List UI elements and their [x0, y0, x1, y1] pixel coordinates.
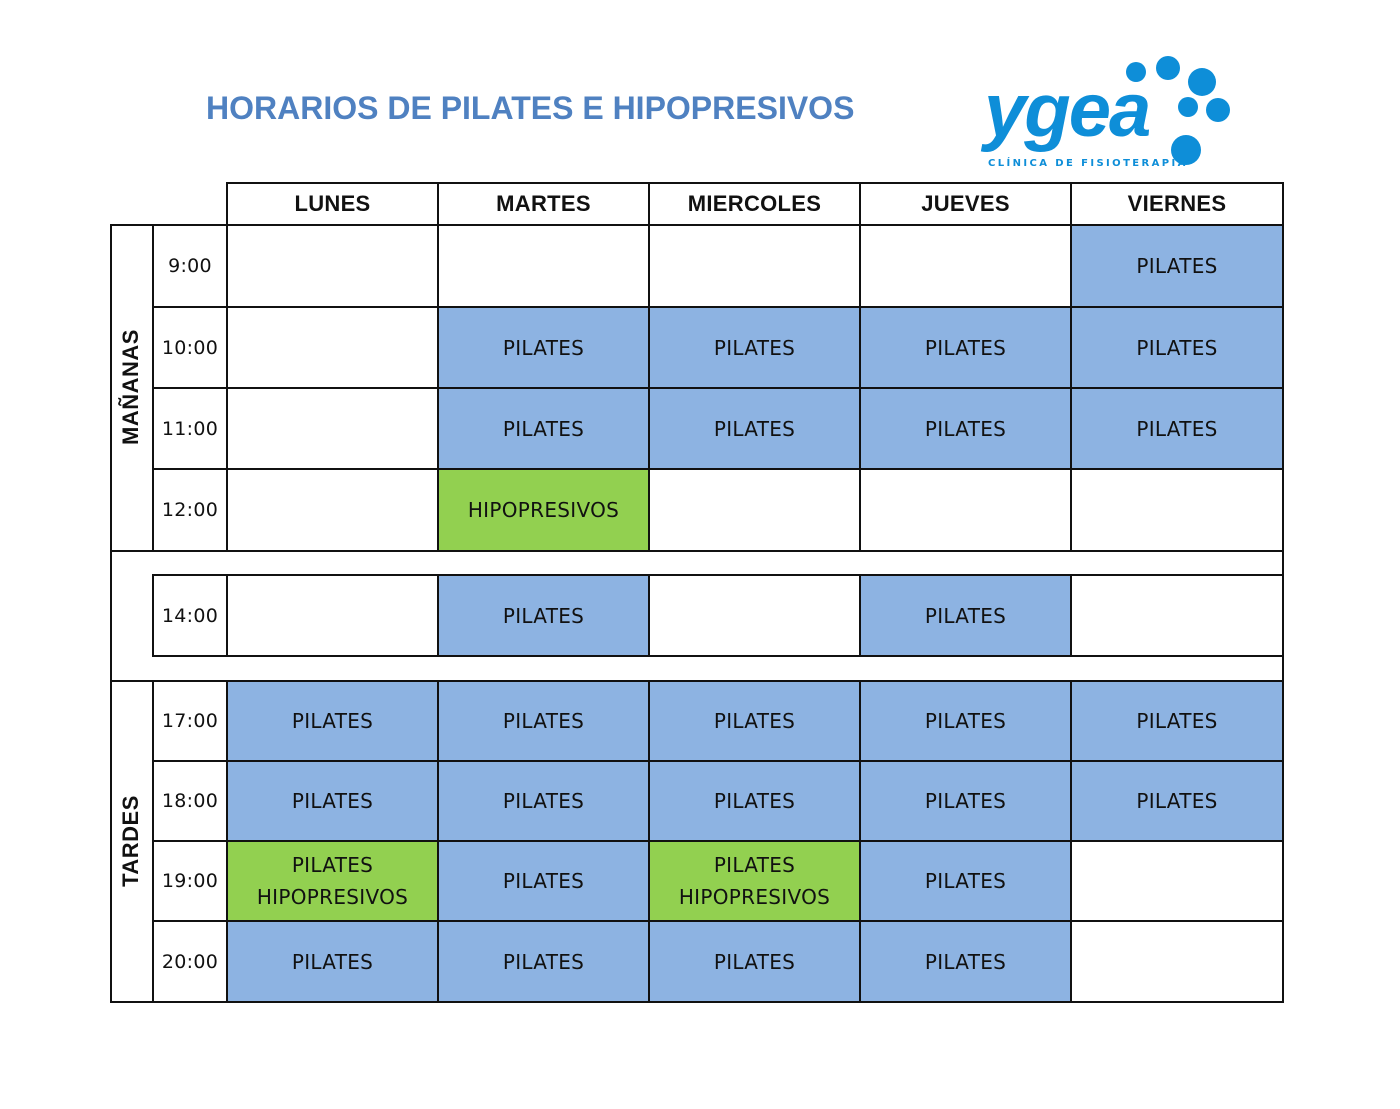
- page-title: HORARIOS DE PILATES E HIPOPRESIVOS: [206, 90, 855, 126]
- class-name-line: PILATES: [502, 789, 585, 813]
- class-slot: [859, 680, 1072, 762]
- class-name-line: PILATES: [1136, 254, 1218, 278]
- class-name: [925, 705, 1006, 737]
- class-name-line: PILATES: [291, 709, 374, 733]
- class-slot: [1070, 760, 1284, 842]
- class-slot: [859, 224, 1072, 308]
- day-header-0: LUNES: [226, 182, 439, 226]
- section-label-mananas: MAÑANAS: [118, 329, 143, 445]
- class-name: [925, 785, 1006, 817]
- class-slot: [437, 387, 650, 470]
- class-slot: [226, 224, 439, 308]
- class-name: [925, 600, 1006, 632]
- class-name-line: HIPOPRESIVOS: [467, 498, 620, 522]
- time-cell: 9:00: [152, 224, 228, 308]
- class-name-line: PILATES: [1136, 789, 1218, 813]
- class-name-line: PILATES: [924, 949, 1007, 974]
- class-slot: [1070, 574, 1284, 657]
- svg-text:ygea: ygea: [984, 68, 1150, 153]
- class-name: [503, 413, 584, 445]
- class-name: [714, 946, 795, 978]
- class-slot: [1070, 920, 1284, 1003]
- class-slot: [437, 306, 650, 389]
- class-slot: [226, 468, 439, 552]
- time-cell: 19:00: [152, 840, 228, 922]
- class-slot: [226, 574, 439, 657]
- class-name: [679, 849, 830, 913]
- class-name-line: PILATES: [924, 869, 1007, 893]
- class-name-line: PILATES: [924, 335, 1007, 360]
- class-name-line: PILATES: [713, 853, 796, 877]
- class-name: [503, 946, 584, 978]
- class-name-line: HIPOPRESIVOS: [256, 885, 409, 909]
- class-name: [714, 705, 795, 737]
- class-name-line: PILATES: [1136, 709, 1218, 733]
- class-name-line: PILATES: [713, 709, 796, 733]
- class-slot: [226, 306, 439, 389]
- class-name: [503, 705, 584, 737]
- class-slot: [859, 306, 1072, 389]
- class-slot: [437, 920, 650, 1003]
- class-name-line: PILATES: [713, 789, 796, 813]
- class-slot: [1070, 840, 1284, 922]
- class-slot: [226, 760, 439, 842]
- class-slot: [1070, 306, 1284, 389]
- class-name: [292, 705, 373, 737]
- class-slot: [859, 840, 1072, 922]
- class-slot: [437, 224, 650, 308]
- class-name-line: PILATES: [713, 949, 796, 974]
- class-name: [1136, 413, 1217, 445]
- class-slot: [437, 840, 650, 922]
- class-slot: [226, 387, 439, 470]
- day-header-1: MARTES: [437, 182, 650, 226]
- class-name-line: PILATES: [502, 603, 585, 628]
- class-name: [925, 946, 1006, 978]
- class-slot: [648, 920, 861, 1003]
- class-name: [1136, 332, 1217, 364]
- class-name: [1136, 785, 1217, 817]
- class-name: [714, 413, 795, 445]
- ygea-logo: [978, 52, 1238, 174]
- class-name-line: PILATES: [502, 709, 585, 733]
- class-name-line: PILATES: [924, 603, 1007, 628]
- class-name: [714, 332, 795, 364]
- class-name: [714, 785, 795, 817]
- class-slot: [859, 574, 1072, 657]
- class-slot: [437, 680, 650, 762]
- svg-text:CLÍNICA DE FISIOTERAPIA: CLÍNICA DE FISIOTERAPIA: [988, 158, 1188, 169]
- class-slot: [648, 306, 861, 389]
- class-name: [503, 600, 584, 632]
- section-label-tardes: TARDES: [118, 795, 143, 887]
- class-name-line: PILATES: [291, 853, 374, 877]
- class-name: [925, 413, 1006, 445]
- class-name: [1136, 250, 1217, 282]
- class-name: [925, 332, 1006, 364]
- class-slot: [226, 920, 439, 1003]
- class-slot: [1070, 387, 1284, 470]
- class-name: [503, 332, 584, 364]
- class-slot: [648, 840, 861, 922]
- class-slot: [859, 387, 1072, 470]
- class-name: [468, 494, 619, 526]
- class-slot: [648, 387, 861, 470]
- class-slot: [859, 468, 1072, 552]
- class-name: [257, 849, 408, 913]
- class-name-line: PILATES: [502, 416, 585, 441]
- class-slot: [226, 840, 439, 922]
- class-name-line: PILATES: [1136, 416, 1218, 441]
- class-slot: [437, 468, 650, 552]
- class-name: [292, 946, 373, 978]
- day-header-4: VIERNES: [1070, 182, 1284, 226]
- class-name-line: PILATES: [291, 949, 374, 974]
- class-name-line: PILATES: [924, 709, 1007, 733]
- class-slot: [648, 468, 861, 552]
- class-name-line: PILATES: [713, 416, 796, 441]
- time-cell: 11:00: [152, 387, 228, 470]
- class-slot: [648, 224, 861, 308]
- class-slot: [1070, 680, 1284, 762]
- class-slot: [648, 680, 861, 762]
- class-name: [292, 785, 373, 817]
- class-name-line: PILATES: [924, 416, 1007, 441]
- class-name: [503, 785, 584, 817]
- class-slot: [1070, 224, 1284, 308]
- time-cell: 12:00: [152, 468, 228, 552]
- class-name-line: HIPOPRESIVOS: [678, 885, 831, 909]
- class-name: [503, 865, 584, 897]
- time-cell: 10:00: [152, 306, 228, 389]
- class-name-line: PILATES: [713, 335, 796, 360]
- day-header-2: MIERCOLES: [648, 182, 861, 226]
- class-slot: [648, 574, 861, 657]
- class-name-line: PILATES: [1136, 335, 1218, 360]
- class-name: [1136, 705, 1217, 737]
- class-name-line: PILATES: [502, 335, 585, 360]
- time-cell: 18:00: [152, 760, 228, 842]
- time-cell: 17:00: [152, 680, 228, 762]
- class-name-line: PILATES: [502, 949, 585, 974]
- class-name-line: PILATES: [502, 869, 585, 893]
- time-cell: 20:00: [152, 920, 228, 1003]
- class-slot: [437, 574, 650, 657]
- class-slot: [859, 920, 1072, 1003]
- class-slot: [1070, 468, 1284, 552]
- class-slot: [859, 760, 1072, 842]
- class-name-line: PILATES: [291, 789, 374, 813]
- class-name-line: PILATES: [924, 789, 1007, 813]
- class-slot: [226, 680, 439, 762]
- time-cell: 14:00: [152, 574, 228, 657]
- class-slot: [648, 760, 861, 842]
- class-slot: [437, 760, 650, 842]
- day-header-3: JUEVES: [859, 182, 1072, 226]
- class-name: [925, 865, 1006, 897]
